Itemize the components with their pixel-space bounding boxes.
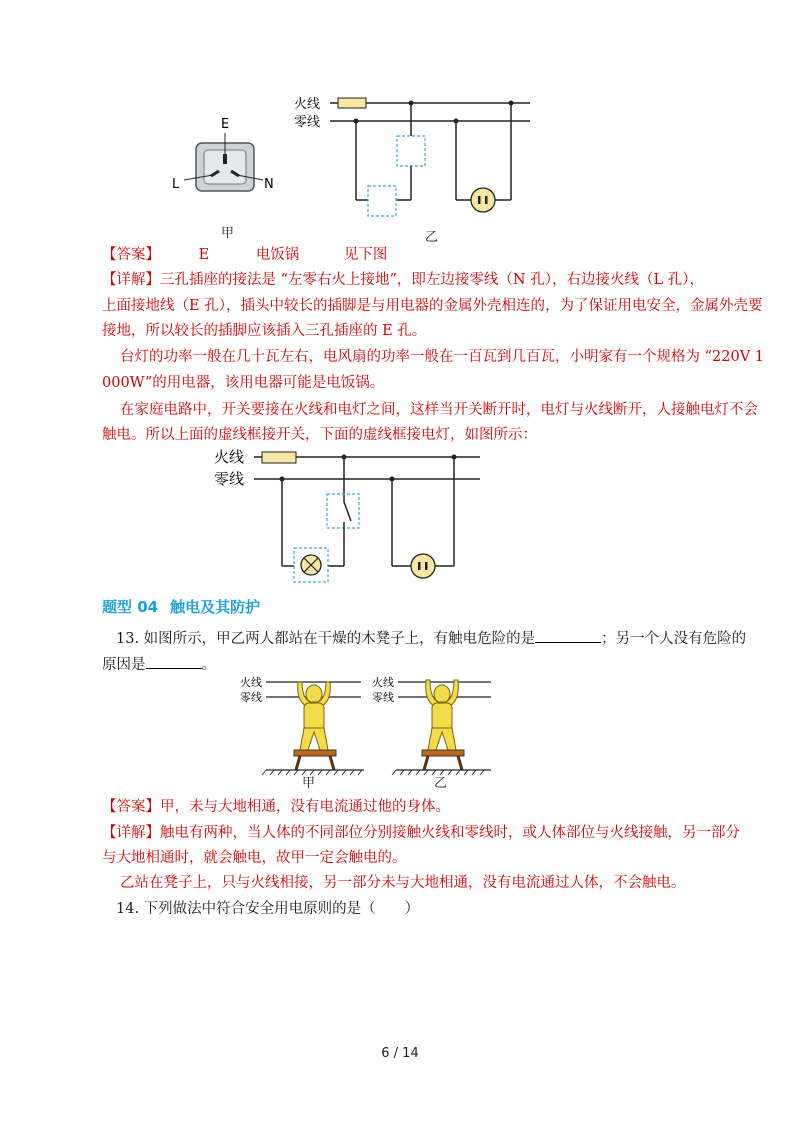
caption-jia-2: 甲 xyxy=(302,776,316,791)
answer-1 xyxy=(102,244,387,266)
fire-line-label: 火线 xyxy=(294,97,321,112)
person-jia xyxy=(298,682,331,750)
answer-tag: 【答案】 xyxy=(102,247,160,263)
answer-blank-1[interactable] xyxy=(535,627,601,643)
fire-line-label: 火线 xyxy=(214,448,245,466)
answer-part-1: E xyxy=(198,247,210,263)
detail-1-line-3: 接地，所以较长的插脚应该插入三孔插座的 E 孔。 xyxy=(102,323,427,339)
detail-2-line-1: 【详解】触电有两种，当人体的不同部位分别接触火线和零线时，或人体部位与火线接触，另一部分 xyxy=(102,825,740,841)
question-13-line-1: 13. 如图所示，甲乙两人都站在干燥的木凳子上，有触电危险的是 ；另一个人没有危险的 xyxy=(116,627,746,650)
detail-1-line-6: 在家庭电路中，开关要接在火线和电灯之间，这样当开关断开时，电灯与火线断开，人接触电灯不会 xyxy=(120,402,758,418)
zero-line-label: 零线 xyxy=(214,470,245,488)
detail-1-line-1: 【详解】三孔插座的接法是 “左零右火上接地”，即左边接零线（N 孔），右边接火线（L 孔）， xyxy=(102,272,704,288)
answer-tag-2: 【答案】 xyxy=(102,799,160,815)
answer-blank-2[interactable] xyxy=(146,653,202,669)
circuit-yi xyxy=(330,98,530,216)
caption-jia: 甲 xyxy=(221,226,235,241)
detail-1-line-5: 000W”的用电器，该用电器可能是电饭锅。 xyxy=(102,375,385,391)
fire-line-label-jia: 火线 xyxy=(240,676,262,689)
zero-line-label-jia: 零线 xyxy=(240,691,262,704)
socket-label-l: L xyxy=(172,177,180,192)
detail-2-line-2: 与大地相通时，就会触电，故甲一定会触电的。 xyxy=(102,850,407,866)
fire-line-label-yi: 火线 xyxy=(372,676,394,689)
detail-1-line-2: 上面接地线（E 孔），插头中较长的插脚是与用电器的金属外壳相连的，为了保证用电安全，金属外壳要 xyxy=(102,298,763,314)
detail-tag: 【详解】 xyxy=(102,272,160,288)
detail-1-line-4: 台灯的功率一般在几十瓦左右，电风扇的功率一般在一百瓦到几百瓦，小明家有一个规格为 “220V 1 xyxy=(120,349,765,365)
figure-socket-and-circuit xyxy=(160,88,540,243)
answer-part-2: 电饭锅 xyxy=(255,247,300,263)
socket-label-n: N xyxy=(264,177,274,192)
section-title: 触电及其防护 xyxy=(170,598,261,616)
detail-1-line-7: 触电。所以上面的虚线框接开关，下面的虚线框接电灯，如图所示： xyxy=(102,427,537,443)
page-number: 6 / 14 xyxy=(381,1046,419,1061)
socket-label-e: E xyxy=(221,117,230,132)
answer-part-3: 见下图 xyxy=(343,247,388,263)
figure-solution-circuit xyxy=(210,446,490,586)
caption-yi: 乙 xyxy=(425,230,439,245)
section-number: 题型 04 xyxy=(102,598,159,616)
caption-yi-2: 乙 xyxy=(434,776,448,791)
stool-jia xyxy=(294,750,336,770)
stool-yi xyxy=(422,750,464,770)
zero-line-label: 零线 xyxy=(294,115,321,130)
figure-electric-shock xyxy=(236,670,496,790)
zero-line-label-yi: 零线 xyxy=(372,691,394,704)
answer-2: 【答案】甲，未与大地相通，没有电流通过他的身体。 xyxy=(102,799,450,815)
three-hole-socket xyxy=(184,133,263,191)
person-yi xyxy=(426,680,459,750)
question-14: 14. 下列做法中符合安全用电原则的是（ ） xyxy=(116,901,420,917)
detail-tag-2: 【详解】 xyxy=(102,825,160,841)
detail-2-line-3: 乙站在凳子上，只与火线相接，另一部分未与大地相通，没有电流通过人体，不会触电。 xyxy=(120,875,686,891)
section-heading xyxy=(102,596,272,617)
question-13-line-2: 原因是 。 xyxy=(102,653,216,676)
